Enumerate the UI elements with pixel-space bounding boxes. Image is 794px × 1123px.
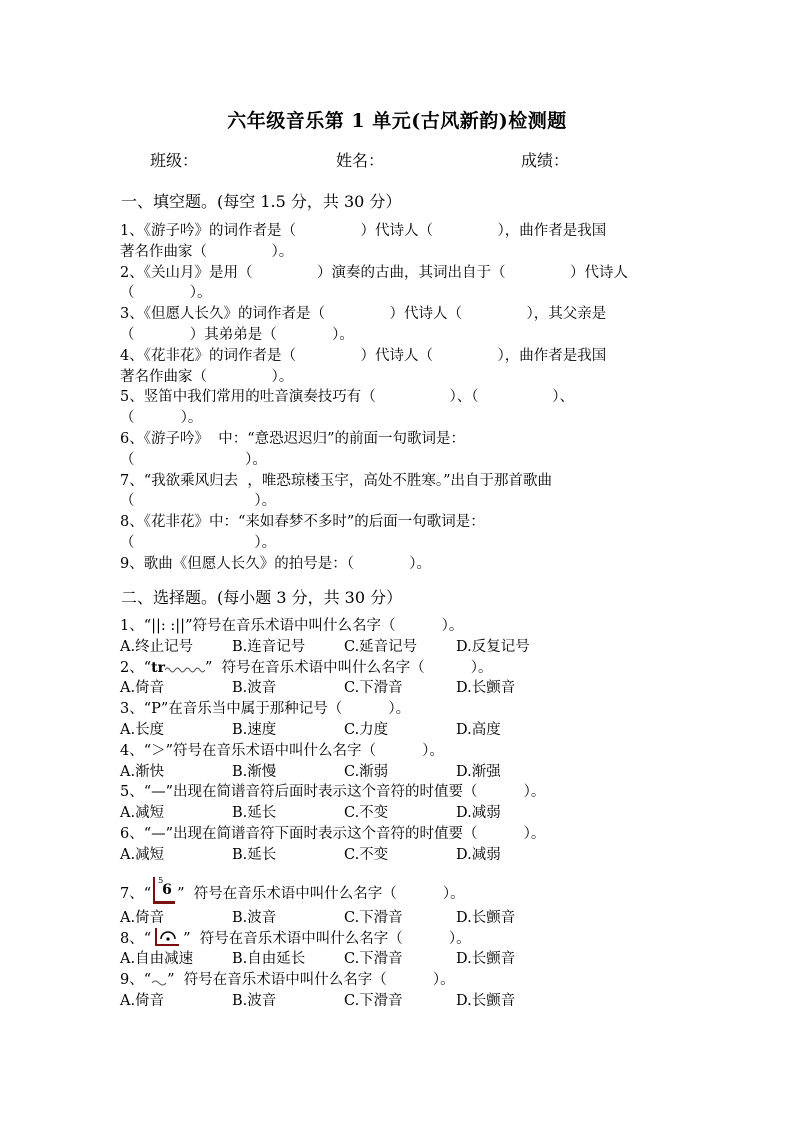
question-line: 著名作曲家（ ）。 bbox=[120, 243, 294, 260]
option-row bbox=[120, 803, 580, 824]
question-line: 3、《但愿人长久》的词作者是（ ）代诗人（ ），其父亲是 bbox=[120, 306, 607, 323]
score-label: 成绩： bbox=[521, 151, 570, 170]
question-line: （ ）。 bbox=[120, 534, 277, 551]
question-line: 1、《游子吟》的词作者是（ ）代诗人（ ），曲作者是我国 bbox=[120, 223, 607, 239]
option-c: C.下滑音 bbox=[344, 992, 403, 1009]
option-b: B.波音 bbox=[232, 909, 277, 926]
option-a: A.长度 bbox=[120, 721, 165, 738]
repeat-sign-symbol: ||: :|| bbox=[151, 618, 186, 634]
question-line: 7、“我欲乘风归去 ，唯恐琼楼玉宇，高处不胜寒。”出自于那首歌曲 bbox=[120, 472, 553, 489]
option-row bbox=[120, 637, 580, 658]
name-label: 姓名： bbox=[336, 151, 385, 170]
option-row bbox=[120, 678, 580, 699]
option-a: A.减短 bbox=[120, 805, 165, 822]
option-b: B.速度 bbox=[232, 721, 277, 738]
option-a: A.渐快 bbox=[120, 763, 165, 780]
choice-question: 1、“||: :||”符号在音乐术语中叫什么名字（ ）。 bbox=[120, 618, 464, 634]
choice-question: 7、“ 5 6 ” 符号在音乐术语中叫什么名字（ ）。 bbox=[120, 875, 465, 902]
option-d: D.减弱 bbox=[456, 805, 501, 822]
option-a: A.减短 bbox=[120, 846, 165, 863]
option-c: C.力度 bbox=[344, 721, 389, 738]
option-b: B.渐慢 bbox=[232, 763, 277, 780]
grace-note-symbol: 5 6 bbox=[153, 877, 175, 904]
page-title: 六年级音乐第 1 单元(古风新韵)检测题 bbox=[227, 110, 567, 132]
option-row bbox=[120, 991, 580, 1012]
option-b: B.连音记号 bbox=[232, 638, 306, 655]
option-b: B.波音 bbox=[232, 680, 277, 697]
option-c: C.渐弱 bbox=[344, 763, 389, 780]
option-c: C.不变 bbox=[344, 805, 389, 822]
option-c: C.延音记号 bbox=[344, 638, 418, 655]
option-row bbox=[120, 845, 580, 866]
question-line: 8、《花非花》中：“来如春梦不多时”的后面一句歌词是： bbox=[120, 514, 485, 531]
option-b: B.延长 bbox=[232, 805, 277, 822]
option-d: D.高度 bbox=[456, 721, 501, 738]
choice-question: 3、“P”在音乐当中属于那种记号（ ）。 bbox=[120, 701, 411, 718]
question-line: 9、歌曲《但愿人长久》的拍号是：（ ）。 bbox=[120, 555, 432, 572]
option-a: A.终止记号 bbox=[120, 638, 194, 655]
trill-symbol: tr bbox=[151, 659, 165, 676]
question-line: 著名作曲家（ ）。 bbox=[120, 368, 294, 385]
question-line: 4、《花非花》的词作者是（ ）代诗人（ ），曲作者是我国 bbox=[120, 347, 607, 364]
option-row bbox=[120, 762, 580, 783]
option-b: B.自由延长 bbox=[232, 951, 306, 968]
question-line: 2、《关山月》是用（ ）演奏的古曲，其词出自于（ ）代诗人 bbox=[120, 264, 629, 281]
option-row bbox=[120, 908, 580, 929]
choice-question: 5、“—”出现在简谱音符后面时表示这个音符的时值要（ ）。 bbox=[120, 784, 546, 801]
question-line: （ ）。 bbox=[120, 285, 212, 302]
class-label: 班级： bbox=[150, 151, 199, 170]
option-c: C.下滑音 bbox=[344, 951, 403, 968]
option-a: A.倚音 bbox=[120, 680, 165, 697]
fermata-icon bbox=[155, 928, 179, 946]
choice-question: 9、“ ” 符号在音乐术语中叫什么名字（ ）。 bbox=[120, 971, 455, 988]
question-line: 5、竖笛中我们常用的吐音演奏技巧有（ ）、（ ）、 bbox=[120, 389, 574, 406]
question-line: （ ）。 bbox=[120, 451, 267, 468]
option-c: C.下滑音 bbox=[344, 680, 403, 697]
choice-question: 8、“ ” 符号在音乐术语中叫什么名字（ ）。 bbox=[120, 928, 580, 949]
mordent-icon bbox=[151, 976, 167, 986]
choice-question: 2、“tr ” 符号在音乐术语中叫什么名字（ ）。 bbox=[120, 659, 493, 676]
option-d: D.长颤音 bbox=[456, 992, 516, 1009]
option-d: D.长颤音 bbox=[456, 951, 516, 968]
option-a: A.倚音 bbox=[120, 909, 165, 926]
student-info-row bbox=[0, 148, 794, 172]
option-b: B.延长 bbox=[232, 846, 277, 863]
section-choice-heading: 二、选择题。(每小题 3 分，共 30 分） bbox=[121, 588, 403, 607]
question-line: （ ）。 bbox=[120, 410, 203, 427]
option-c: C.不变 bbox=[344, 846, 389, 863]
option-a: A.倚音 bbox=[120, 992, 165, 1009]
question-line: 6、《游子吟》 中：“意恐迟迟归”的前面一句歌词是： bbox=[120, 430, 466, 447]
fill-in-questions bbox=[120, 221, 676, 575]
option-b: B.波音 bbox=[232, 992, 277, 1009]
choice-questions bbox=[120, 616, 580, 1012]
choice-question: 6、“—”出现在简谱音符下面时表示这个音符的时值要（ ）。 bbox=[120, 825, 546, 842]
question-line: （ ）。 bbox=[120, 493, 277, 510]
option-d: D.长颤音 bbox=[456, 909, 516, 926]
option-d: D.渐强 bbox=[456, 763, 501, 780]
option-a: A.自由减速 bbox=[120, 951, 194, 968]
option-c: C.下滑音 bbox=[344, 909, 403, 926]
option-d: D.减弱 bbox=[456, 846, 501, 863]
option-row bbox=[120, 720, 580, 741]
choice-question: 4、“＞”符号在音乐术语中叫什么名字（ ）。 bbox=[120, 742, 444, 759]
option-row bbox=[120, 949, 580, 970]
section-fill-in-heading: 一、填空题。(每空 1.5 分，共 30 分） bbox=[121, 192, 402, 211]
trill-wave-icon bbox=[165, 664, 205, 674]
question-line: （ ）其弟弟是（ ）。 bbox=[120, 326, 354, 343]
option-d: D.长颤音 bbox=[456, 680, 516, 697]
option-d: D.反复记号 bbox=[456, 638, 530, 655]
